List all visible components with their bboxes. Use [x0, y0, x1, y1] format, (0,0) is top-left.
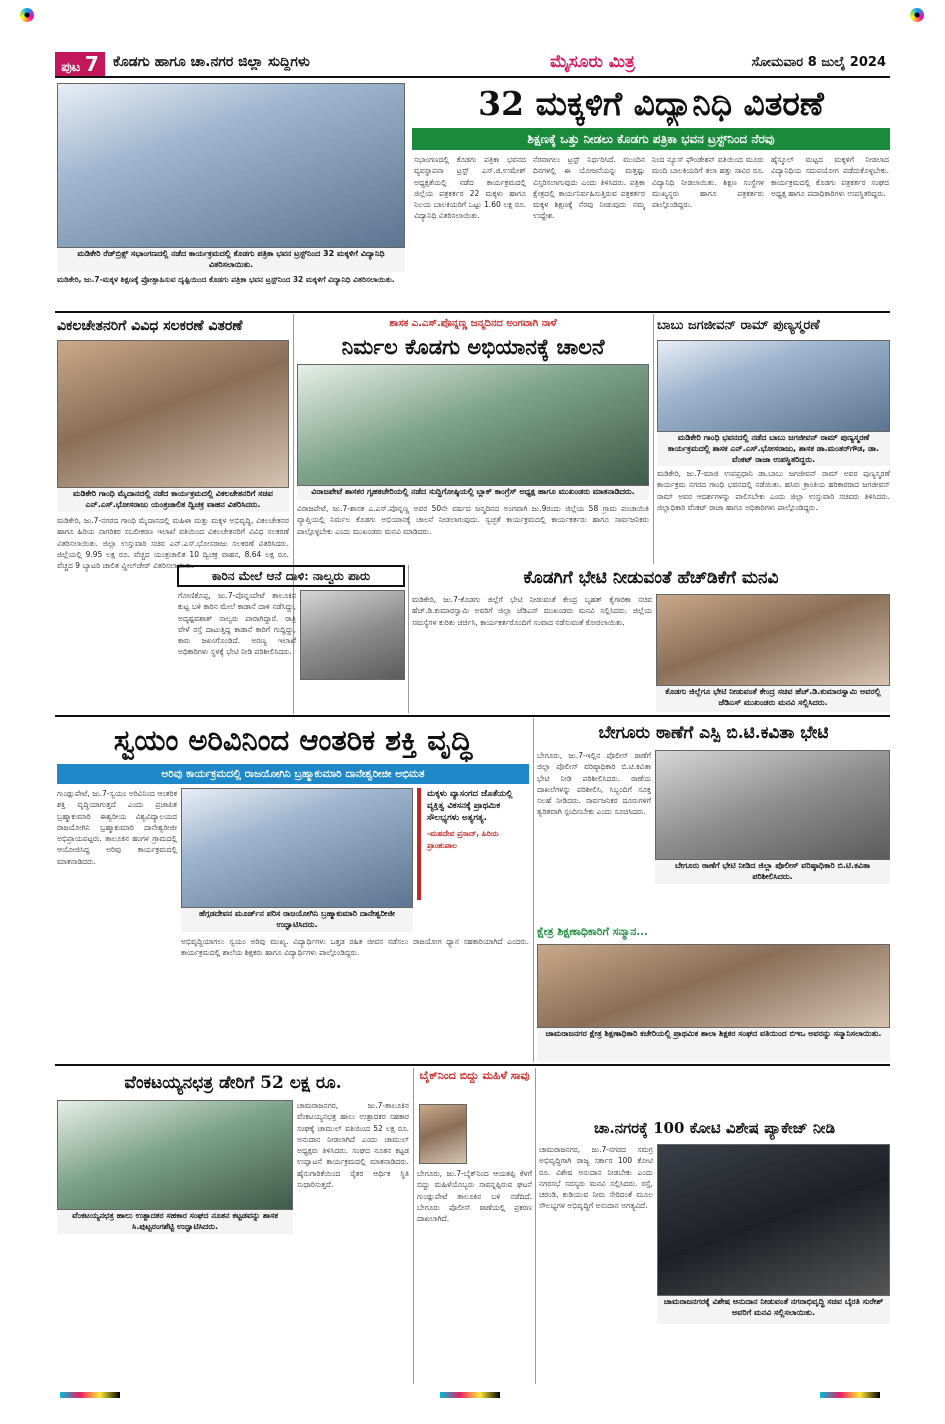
story1-col2: ನೆರವಾಗಲು ಟ್ರಸ್ಟ್ ನಿರ್ಧರಿಸಿದೆ. ಮುಂದಿನ ದಿನಗಳಲ್ಲಿ ಈ ಯೋಜನೆಯನ್ನು ಮತ್ತಷ್ಟು ವಿಸ್ತರಿಸಲಾಗುವುದು ಎಂದು ತಿಳಿಸಿದರು. ಪತ್ರಿಕಾ ಕ್ಷೇತ್ರದಲ್ಲಿ ಕಾರ್ಯನಿರ್ವಹಿಸುತ್ತಿರುವ ಪತ್ರಕರ್ತರ ಮಕ್ಕಳ ಶಿಕ್ಷಣಕ್ಕೆ ನೆರವು ನೀಡುವುದು ನಮ್ಮ ಉದ್ದೇಶ.	[533, 155, 645, 221]
story9-photo	[537, 944, 890, 1028]
story1-photo-caption: ಮಡಿಕೇರಿ ರೆಡ್‌ಬ್ರಿಕ್ಸ್ ಸಭಾಂಗಣದಲ್ಲಿ ನಡೆದ ಕಾರ್ಯಕ್ರಮದಲ್ಲಿ ಕೊಡಗು ಪತ್ರಿಕಾ ಭವನ ಟ್ರಸ್ಟ್‌ನಿಂದ 32 ಮಕ್ಕಳಿಗೆ ವಿದ್ಯಾನಿಧಿ ವಿತರಿಸಲಾಯಿತು.	[57, 248, 405, 272]
story7-photo	[181, 788, 413, 908]
story11-photo	[419, 1104, 467, 1164]
story12-body: ಚಾಮರಾಜನಗರ, ಜು.7-ನಗರದ ಸಮಗ್ರ ಅಭಿವೃದ್ಧಿಗಾಗಿ ರಾಜ್ಯ ಸರ್ಕಾರ 100 ಕೋಟಿ ರೂ. ವಿಶೇಷ ಅನುದಾನ ನೀಡಬೇಕು ಎಂದು ನಗರಸಭೆ ಸದಸ್ಯರು ಮನವಿ ಸಲ್ಲಿಸಿದರು. ರಸ್ತೆ, ಚರಂಡಿ, ಕುಡಿಯುವ ನೀರು ಸೇರಿದಂತೆ ಮೂಲ ಸೌಲಭ್ಯಗಳ ಅಭಿವೃದ್ಧಿಗೆ ಅನುದಾನ ಅಗತ್ಯವಿದೆ.	[539, 1145, 653, 1211]
divider	[55, 311, 890, 313]
divider	[55, 715, 890, 717]
story2-body: ಮಡಿಕೇರಿ, ಜು.7-ನಗರದ ಗಾಂಧಿ ಮೈದಾನದಲ್ಲಿ ಮಹಿಳಾ ಮತ್ತು ಮಕ್ಕಳ ಅಭಿವೃದ್ಧಿ, ವಿಕಲಚೇತನರ ಹಾಗೂ ಹಿರಿಯ ನಾಗರಿಕರ ಸಬಲೀಕರಣ ಇಲಾಖೆ ವತಿಯಿಂದ ವಿಕಲಚೇತನರಿಗೆ ವಿವಿಧ ಸಲಕರಣೆ ವಿತರಿಸಲಾಯಿತು. ಜಿಲ್ಲಾ ಉಸ್ತುವಾರಿ ಸಚಿವ ಎನ್.ಎಸ್.ಭೋಸರಾಜು ಸಲಕರಣೆ ವಿತರಿಸಿದರು. ಜಿಲ್ಲೆಯಲ್ಲಿ 9.95 ಲಕ್ಷ ರೂ. ವೆಚ್ಚದ ಯಂತ್ರಚಾಲಿತ 10 ದ್ವಿಚಕ್ರ ವಾಹನ, 8.64 ಲಕ್ಷ ರೂ. ವೆಚ್ಚದ 9 ಬ್ಯಾಟರಿ ಚಾಲಿತ ವ್ಹೀಲ್‌ಚೇರ್ ವಿತರಿಸಲಾಯಿತು.	[57, 516, 289, 571]
story12-photo	[657, 1144, 890, 1296]
divider	[413, 1068, 414, 1384]
story9-headline: ಕ್ಷೇತ್ರ ಶಿಕ್ಷಣಾಧಿಕಾರಿಗೆ ಸನ್ಮಾನ...	[537, 925, 648, 938]
story5-photo	[300, 590, 405, 680]
color-bar	[60, 1392, 120, 1398]
divider	[408, 565, 409, 713]
story7-subhead: ಅರಿವು ಕಾರ್ಯಕ್ರಮದಲ್ಲಿ ರಾಜಯೋಗಿನಿ ಬ್ರಹ್ಮಾಕುಮಾರಿ ದಾನೇಶ್ವರೀಜೀ ಅಭಿಮತ	[57, 764, 529, 784]
divider	[55, 1064, 890, 1066]
story2-headline: ವಿಕಲಚೇತನರಿಗೆ ವಿವಿಧ ಸಲಕರಣೆ ವಿತರಣೆ	[57, 318, 243, 334]
story1-col4: ಹೈಸ್ಕೂಲ್ ಮಟ್ಟದ ಮಕ್ಕಳಿಗೆ ನೀಡಲಾದ ವಿದ್ಯಾನಿಧಿಯ ಸದುಪಯೋಗ ಪಡೆದುಕೊಳ್ಳಬೇಕು. ಕಾರ್ಯಕ್ರಮದಲ್ಲಿ ಕೊಡಗು ಪತ್ರಕರ್ತರ ಸಂಘದ ಅಧ್ಯಕ್ಷ ಹಾಗೂ ಪದಾಧಿಕಾರಿಗಳು ಉಪಸ್ಥಿತರಿದ್ದರು.	[771, 155, 889, 198]
story10-headline: ವೆಂಕಟಯ್ಯನಛತ್ರ ಡೇರಿಗೆ 52 ಲಕ್ಷ ರೂ.	[124, 1073, 342, 1093]
story12-headline: ಚಾ.ನಗರಕ್ಕೆ 100 ಕೋಟಿ ವಿಶೇಷ ಪ್ಯಾಕೇಜ್ ನೀಡಿ	[593, 1119, 836, 1137]
story8-photo	[655, 750, 890, 860]
story10-caption: ವೆಂಕಟಯ್ಯನಛತ್ರ ಹಾಲು ಉತ್ಪಾದಕರ ಸಹಕಾರ ಸಂಘದ ನೂತನ ಕಟ್ಟಡವನ್ನು ಶಾಸಕ ಸಿ.ಪುಟ್ಟರಂಗಶೆಟ್ಟಿ ಉದ್ಘಾಟಿಸಿದರು.	[57, 1210, 293, 1234]
divider	[535, 1068, 536, 1384]
page-number-badge: ಪುಟ 7	[55, 52, 105, 76]
story5-headline: ಕಾರಿನ ಮೇಲೆ ಆನೆ ದಾಳಿ: ನಾಲ್ವರು ಪಾರು	[177, 565, 405, 587]
story7-body2: ಅಭಿವೃದ್ಧಿಯಾಗಲು ಸ್ವಯಂ ಅರಿವು ಮುಖ್ಯ. ವಿದ್ಯಾರ್ಥಿಗಳು ಒತ್ತಡ ರಹಿತ ಜೀವನ ನಡೆಸಲು ರಾಜಯೋಗ ಧ್ಯಾನ ಸಹಕಾರಿಯಾಗಿದೆ ಎಂದರು. ಕಾರ್ಯಕ್ರಮದಲ್ಲಿ ಶಾಲೆಯ ಶಿಕ್ಷಕರು ಹಾಗೂ ವಿದ್ಯಾರ್ಥಿಗಳು ಪಾಲ್ಗೊಂಡಿದ್ದರು.	[181, 937, 529, 958]
story5-body: ಗೋಣಿಕೊಪ್ಪ, ಜು.7-ಪೊನ್ನಂಪೇಟೆ ತಾಲೂಕಿನ ಕುಟ್ಟ ಬಳಿ ಕಾರಿನ ಮೇಲೆ ಕಾಡಾನೆ ದಾಳಿ ನಡೆಸಿದ್ದು, ಅದೃಷ್ಟವಶಾತ್ ನಾಲ್ವರು ಪಾರಾಗಿದ್ದಾರೆ. ರಾತ್ರಿ ವೇಳೆ ರಸ್ತೆ ದಾಟುತ್ತಿದ್ದ ಕಾಡಾನೆ ಕಾರಿಗೆ ಗುದ್ದಿದ್ದು, ಕಾರು ಜಖಂಗೊಂಡಿದೆ. ಅರಣ್ಯ ಇಲಾಖೆ ಅಧಿಕಾರಿಗಳು ಸ್ಥಳಕ್ಕೆ ಭೇಟಿ ನೀಡಿ ಪರಿಶೀಲಿಸಿದರು.	[178, 591, 296, 657]
registration-mark	[20, 8, 34, 22]
brand-logo: ಮೈಸೂರು ಮಿತ್ರ	[550, 52, 635, 72]
color-bar	[820, 1392, 880, 1398]
story8-caption: ಬೇಗೂರು ಠಾಣೆಗೆ ಭೇಟಿ ನೀಡಿದ ಜಿಲ್ಲಾ ಪೊಲೀಸ್ ವರಿಷ್ಠಾಧಿಕಾರಿ ಬಿ.ಟಿ.ಕವಿತಾ ಪರಿಶೀಲಿಸಿದರು.	[655, 860, 890, 884]
story3-headline: ನಿರ್ಮಲ ಕೊಡಗು ಅಭಿಯಾನಕ್ಕೆ ಚಾಲನೆ	[341, 334, 605, 359]
divider	[653, 314, 654, 564]
story6-headline: ಕೊಡಗಿಗೆ ಭೇಟಿ ನೀಡುವಂತೆ ಹೆಚ್‌ಡಿಕೆಗೆ ಮನವಿ	[523, 568, 779, 588]
story10-photo	[57, 1100, 293, 1210]
story2-caption: ಮಡಿಕೇರಿ ಗಾಂಧಿ ಮೈದಾನದಲ್ಲಿ ನಡೆದ ಕಾರ್ಯಕ್ರಮದಲ್ಲಿ ವಿಕಲಚೇತನರಿಗೆ ಸಚಿವ ಎನ್.ಎಸ್.ಭೋಸರಾಜು ಯಂತ್ರಚಾಲಿತ ದ್ವಿಚಕ್ರ ವಾಹನ ವಿತರಿಸಿದರು.	[57, 488, 289, 512]
story3-kicker: ಶಾಸಕ ಎ.ಎಸ್.ಪೊನ್ನಣ್ಣ ಜನ್ಮದಿನದ ಅಂಗವಾಗಿ ನಾಳೆ	[389, 318, 557, 329]
story1-intro: ಮಡಿಕೇರಿ, ಜು.7-ಮಕ್ಕಳ ಶಿಕ್ಷಣಕ್ಕೆ ಪ್ರೋತ್ಸಾಹಿಸುವ ದೃಷ್ಟಿಯಿಂದ ಕೊಡಗು ಪತ್ರಿಕಾ ಭವನ ಟ್ರಸ್ಟ್‌ನಿಂದ 32 ಮಕ್ಕಳಿಗೆ ವಿದ್ಯಾನಿಧಿ ವಿತರಿಸಲಾಯಿತು.	[57, 275, 395, 284]
divider	[533, 718, 534, 1062]
story6-body: ಮಡಿಕೇರಿ, ಜು.7-ಕೊಡಗು ಜಿಲ್ಲೆಗೆ ಭೇಟಿ ನೀಡುವಂತೆ ಕೇಂದ್ರ ಬೃಹತ್ ಕೈಗಾರಿಕಾ ಸಚಿವ ಹೆಚ್.ಡಿ.ಕುಮಾರಸ್ವಾಮಿ ಅವರಿಗೆ ಜಿಲ್ಲಾ ಜೆಡಿಎಸ್ ಮುಖಂಡರು ಮನವಿ ಸಲ್ಲಿಸಿದರು. ಜಿಲ್ಲೆಯ ಸಮಸ್ಯೆಗಳ ಕುರಿತು ಚರ್ಚಿಸಿ, ಕಾರ್ಯಕರ್ತರೊಂದಿಗೆ ಸಂವಾದ ನಡೆಸುವಂತೆ ಕೋರಲಾಯಿತು.	[412, 595, 652, 627]
masthead	[55, 50, 890, 78]
story6-caption: ಕೊಡಗು ಜಿಲ್ಲೆಗೂ ಭೇಟಿ ನೀಡುವಂತೆ ಕೇಂದ್ರ ಸಚಿವ ಹೆಚ್.ಡಿ.ಕುಮಾರಸ್ವಾಮಿ ಅವರಲ್ಲಿ ಜೆಡಿಎಸ್ ಮುಖಂಡರು ಮನವಿ ಸಲ್ಲಿಸಿದರು.	[656, 686, 890, 712]
quote-text: ಮಕ್ಕಳು ವ್ಯಾಸಂಗದ ಜೊತೆಯಲ್ಲಿ ವ್ಯಕ್ತಿತ್ವ ವಿಕಸನಕ್ಕೆ ಪ್ರಾಥಮಿಕ ಸೌಲಭ್ಯಗಳು ಅತ್ಯಗತ್ಯ.	[427, 789, 513, 823]
story10-body: ಚಾಮರಾಜನಗರ, ಜು.7-ತಾಲೂಕಿನ ವೆಂಕಟಯ್ಯನಛತ್ರ ಹಾಲು ಉತ್ಪಾದಕರ ಸಹಕಾರ ಸಂಘಕ್ಕೆ ಚಾಮುಲ್ ವತಿಯಿಂದ 52 ಲಕ್ಷ ರೂ. ಅನುದಾನ ನೀಡಲಾಗಿದೆ ಎಂದು ಚಾಮುಲ್ ಅಧ್ಯಕ್ಷರು ತಿಳಿಸಿದರು. ಸಂಘದ ನೂತನ ಕಟ್ಟಡ ಉದ್ಘಾಟನೆ ಕಾರ್ಯಕ್ರಮದಲ್ಲಿ ಮಾತನಾಡಿದರು. ಹೈನುಗಾರಿಕೆಯಿಂದ ರೈತರ ಆರ್ಥಿಕ ಸ್ಥಿತಿ ಸುಧಾರಿಸುತ್ತದೆ.	[297, 1101, 409, 1190]
registration-mark	[910, 8, 924, 22]
story4-headline: ಬಾಬು ಜಗಜೀವನ್ ರಾಮ್ ಪುಣ್ಯಸ್ಮರಣೆ	[657, 318, 820, 333]
story7-quote	[417, 788, 529, 900]
story4-body: ಮಡಿಕೇರಿ, ಜು.7-ಮಾಜಿ ಉಪಪ್ರಧಾನಿ ಡಾ.ಬಾಬು ಜಗಜೀವನ್ ರಾಮ್ ಅವರ ಪುಣ್ಯಸ್ಮರಣೆ ಕಾರ್ಯಕ್ರಮ ನಗರದ ಗಾಂಧಿ ಭವನದಲ್ಲಿ ನಡೆಯಿತು. ಹಸಿರು ಕ್ರಾಂತಿಯ ಹರಿಕಾರರಾದ ಜಗಜೀವನ್ ರಾಮ್ ಅವರ ಆದರ್ಶಗಳನ್ನು ಪಾಲಿಸಬೇಕು ಎಂದು ಜಿಲ್ಲಾ ಉಸ್ತುವಾರಿ ಸಚಿವರು ತಿಳಿಸಿದರು. ಜಿಲ್ಲಾಧಿಕಾರಿ ವೆಂಕಟ್ ರಾಜಾ ಹಾಗೂ ಅಧಿಕಾರಿಗಳು ಪಾಲ್ಗೊಂಡಿದ್ದರು.	[657, 469, 890, 512]
story1-subhead: ಶಿಕ್ಷಣಕ್ಕೆ ಒತ್ತು ನೀಡಲು ಕೊಡಗು ಪತ್ರಿಕಾ ಭವನ ಟ್ರಸ್ಟ್‌ನಿಂದ ನೆರವು	[412, 128, 890, 150]
section-title: ಕೊಡಗು ಹಾಗೂ ಚಾ.ನಗರ ಜಿಲ್ಲಾ ಸುದ್ದಿಗಳು	[113, 54, 310, 70]
story1-photo	[57, 83, 405, 248]
story6-photo	[656, 594, 890, 686]
story3-photo	[297, 364, 649, 486]
story7-caption: ಹೆಗ್ಗಡದೇವನ ಮೂರ್ಡ್‌ನ ಪರಿಸ ರಾಜಯೋಗಿನಿ ಬ್ರಹ್ಮಾಕುಮಾರಿ ದಾನೇಶ್ವರೀಜೀ ಉದ್ಘಾಟಿಸಿದರು.	[181, 908, 413, 932]
issue-date: ಸೋಮವಾರ 8 ಜುಲೈ 2024	[751, 55, 886, 70]
color-bar	[440, 1392, 500, 1398]
story1-headline: 32 ಮಕ್ಕಳಿಗೆ ವಿದ್ಯಾನಿಧಿ ವಿತರಣೆ	[478, 84, 824, 123]
quote-attribution: -ಮಹದೇವ ಪ್ರಸಾದ್, ಹಿರಿಯ ಪ್ರಾಂಶುಪಾಲ	[427, 829, 499, 850]
story11-headline: ಬೈಕ್‌ನಿಂದ ಬಿದ್ದು ಮಹಿಳೆ ಸಾವು	[419, 1069, 530, 1082]
story1-col3: ನಿಂದ ನ್ಯೂಸ್ ಫೌಂಡೇಶನ್ ವತಿಯಿಂದ ಮೂರು ಮಂದಿ ಬಾಲಕಿಯರಿಗೆ ತಲಾ ಹತ್ತು ಸಾವಿರ ರೂ. ವಿದ್ಯಾನಿಧಿ ನೀಡಲಾಯಿತು. ಶಿಕ್ಷಣ ಸಂಸ್ಥೆಗಳ ಮುಖ್ಯಸ್ಥರು ಹಾಗೂ ಪತ್ರಕರ್ತರು ಪಾಲ್ಗೊಂಡಿದ್ದರು.	[652, 155, 764, 210]
story3-body: ವಿರಾಜಪೇಟೆ, ಜು.7-ಶಾಸಕ ಎ.ಎಸ್.ಪೊನ್ನಣ್ಣ ಅವರ 50ನೇ ವರ್ಷದ ಜನ್ಮದಿನದ ಅಂಗವಾಗಿ ಜು.9ರಂದು ಜಿಲ್ಲೆಯ 58 ಗ್ರಾಮ ಪಂಚಾಯಿತಿ ವ್ಯಾಪ್ತಿಯಲ್ಲಿ ನಿರ್ಮಲ ಕೊಡಗು ಅಭಿಯಾನಕ್ಕೆ ಚಾಲನೆ ನೀಡಲಾಗುವುದು. ಸ್ವಚ್ಛತೆ ಕಾರ್ಯಕ್ರಮದಲ್ಲಿ ಕಾರ್ಯಕರ್ತರು ಹಾಗೂ ಸಾರ್ವಜನಿಕರು ಪಾಲ್ಗೊಳ್ಳಬೇಕು ಎಂದು ಮುಖಂಡರು ಮನವಿ ಮಾಡಿದರು.	[297, 504, 649, 536]
story9-caption: ಚಾಮರಾಜನಗರ ಕ್ಷೇತ್ರ ಶಿಕ್ಷಣಾಧಿಕಾರಿ ಕಚೇರಿಯಲ್ಲಿ ಪ್ರಾಥಮಿಕ ಶಾಲಾ ಶಿಕ್ಷಕರ ಸಂಘದ ವತಿಯಿಂದ ಬಿಇಒ ಅವರನ್ನು ಸನ್ಮಾನಿಸಲಾಯಿತು.	[537, 1028, 890, 1062]
story2-photo	[57, 340, 289, 488]
story4-caption: ಮಡಿಕೇರಿ ಗಾಂಧಿ ಭವನದಲ್ಲಿ ನಡೆದ ಬಾಬು ಜಗಜೀವನ್ ರಾಮ್ ಪುಣ್ಯಸ್ಮರಣೆ ಕಾರ್ಯಕ್ರಮದಲ್ಲಿ ಶಾಸಕ ಎನ್.ಎಸ್.ಭೋಸರಾಜು, ಶಾಸಕ ಡಾ.ಮಂತರ್‌ಗೌಡ, ಡಾ. ವೆಂಕಟ್ ರಾಜಾ ಉಪಸ್ಥಿತರಿದ್ದರು.	[657, 432, 890, 466]
story1-col1: ಸಭಾಂಗಣದಲ್ಲಿ ಕೊಡಗು ಪತ್ರಿಕಾ ಭವನದ ವ್ಯವಸ್ಥಾಪನಾ ಟ್ರಸ್ಟ್ ಎಸ್.ಜಿ.ಉಮೇಶ್ ಅಧ್ಯಕ್ಷತೆಯಲ್ಲಿ ನಡೆದ ಕಾರ್ಯಕ್ರಮದಲ್ಲಿ ಜಿಲ್ಲೆಯ ಪತ್ರಕರ್ತರ 22 ಮಕ್ಕಳು ಹಾಗೂ ನಿಲಯ ಬಾಲಕಿಯರಿಗೆ ಒಟ್ಟು 1.60 ಲಕ್ಷ ರೂ. ವಿದ್ಯಾನಿಧಿ ವಿತರಿಸಲಾಯಿತು.	[414, 155, 526, 221]
story8-headline: ಬೇಗೂರು ಠಾಣೆಗೆ ಎಸ್ಪಿ ಬಿ.ಟಿ.ಕವಿತಾ ಭೇಟಿ	[598, 723, 829, 743]
story3-caption: ವಿರಾಜಪೇಟೆ ಶಾಸಕರ ಗೃಹಕಚೇರಿಯಲ್ಲಿ ನಡೆದ ಸುದ್ದಿಗೋಷ್ಠಿಯಲ್ಲಿ ಬ್ಲಾಕ್ ಕಾಂಗ್ರೆಸ್ ಅಧ್ಯಕ್ಷ ಹಾಗೂ ಮುಖಂಡರು ಮಾತನಾಡಿದರು.	[297, 486, 649, 500]
story7-headline: ಸ್ವಯಂ ಅರಿವಿನಿಂದ ಆಂತರಿಕ ಶಕ್ತಿ ವೃದ್ಧಿ	[113, 723, 473, 757]
story7-body1: ಗುಂಡ್ಲುಪೇಟೆ, ಜು.7-ಸ್ವಯಂ ಅರಿವಿನಿಂದ ಆಂತರಿಕ ಶಕ್ತಿ ವೃದ್ಧಿಯಾಗುತ್ತದೆ ಎಂದು ಪ್ರಜಾಪಿತ ಬ್ರಹ್ಮಾಕುಮಾರಿ ಈಶ್ವರೀಯ ವಿಶ್ವವಿದ್ಯಾಲಯದ ರಾಜಯೋಗಿನಿ ಬ್ರಹ್ಮಾಕುಮಾರಿ ದಾನೇಶ್ವರೀಜೀ ಅಭಿಪ್ರಾಯಪಟ್ಟರು. ತಾಲೂಕಿನ ಹಂಗಳ ಗ್ರಾಮದಲ್ಲಿ ಆಯೋಜಿಸಿದ್ದ ಅರಿವು ಕಾರ್ಯಕ್ರಮದಲ್ಲಿ ಮಾತನಾಡಿದರು.	[57, 789, 177, 866]
story4-photo	[657, 340, 890, 432]
story11-body: ಬೇಗೂರು, ಜು.7-ಬೈಕ್‌ನಿಂದ ಆಯತಪ್ಪಿ ಕೆಳಗೆ ಬಿದ್ದು ಮಹಿಳೆಯೊಬ್ಬರು ಸಾವನ್ನಪ್ಪಿರುವ ಘಟನೆ ಗುಂಡ್ಲುಪೇಟೆ ತಾಲೂಕಿನ ಬಳಿ ನಡೆದಿದೆ. ಬೇಗೂರು ಪೊಲೀಸ್ ಠಾಣೆಯಲ್ಲಿ ಪ್ರಕರಣ ದಾಖಲಾಗಿದೆ.	[417, 1169, 532, 1224]
story8-body: ಬೇಗೂರು, ಜು.7-ಇಲ್ಲಿನ ಪೊಲೀಸ್ ಠಾಣೆಗೆ ಜಿಲ್ಲಾ ಪೊಲೀಸ್ ವರಿಷ್ಠಾಧಿಕಾರಿ ಬಿ.ಟಿ.ಕವಿತಾ ಭೇಟಿ ನೀಡಿ ಪರಿಶೀಲಿಸಿದರು. ಠಾಣೆಯ ದಾಖಲೆಗಳನ್ನು ಪರಿಶೀಲಿಸಿ, ಸಿಬ್ಬಂದಿಗೆ ಸೂಕ್ತ ಸಲಹೆ ನೀಡಿದರು. ಸಾರ್ವಜನಿಕರ ದೂರುಗಳಿಗೆ ತ್ವರಿತವಾಗಿ ಸ್ಪಂದಿಸಬೇಕು ಎಂದು ಸೂಚಿಸಿದರು.	[537, 751, 651, 817]
story12-caption: ಚಾಮರಾಜನಗರಕ್ಕೆ ವಿಶೇಷ ಅನುದಾನ ನೀಡುವಂತೆ ನಗರಾಭಿವೃದ್ಧಿ ಸಚಿವ ಬೈರತಿ ಸುರೇಶ್ ಅವರಿಗೆ ಮನವಿ ಸಲ್ಲಿಸಲಾಯಿತು.	[657, 1296, 890, 1324]
